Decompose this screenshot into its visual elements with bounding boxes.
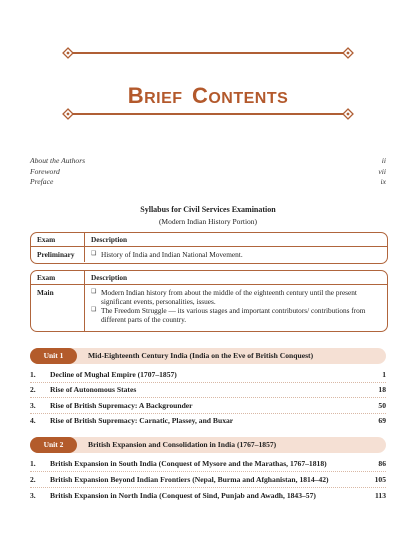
front-matter-list	[30, 156, 386, 188]
column-header-exam: Exam	[31, 233, 85, 246]
unit-title: Mid-Eighteenth Century India (India on the Eve of British Conquest)	[88, 351, 314, 360]
ornament-flourish-icon	[62, 108, 74, 120]
chapter-entry[interactable]: 2. British Expansion Beyond Indian Frontiers (Nepal, Burma and Afghanistan, 1814–42) 105	[30, 475, 386, 484]
chapter-entry[interactable]: 1. Decline of Mughal Empire (1707–1857) 1	[30, 370, 386, 379]
unit-header	[30, 437, 386, 453]
chapter-entry[interactable]: 3. Rise of British Supremacy: A Backgrounder 50	[30, 401, 386, 410]
exam-name: Main	[31, 285, 85, 331]
chapter-entry[interactable]: 2. Rise of Autonomous States 18	[30, 385, 386, 394]
description-item: History of India and Indian National Movement.	[101, 250, 243, 259]
exam-name: Preliminary	[31, 247, 85, 262]
chapter-entry[interactable]: 1. British Expansion in South India (Conquest of Mysore and the Marathas, 1767–1818) 86	[30, 459, 386, 468]
main-table	[30, 270, 388, 332]
unit-header	[30, 348, 386, 364]
unit-tag: Unit 1	[30, 348, 77, 364]
ornament-flourish-icon	[62, 47, 74, 59]
ornament-flourish-icon	[342, 108, 354, 120]
unit-title: British Expansion and Consolidation in India (1767–1857)	[88, 440, 277, 449]
front-matter-item[interactable]: About the Authors ii	[30, 156, 386, 165]
front-matter-item[interactable]: Foreword vii	[30, 166, 386, 176]
syllabus-subtitle: (Modern Indian History Portion)	[158, 217, 258, 226]
syllabus-title: Syllabus for Civil Services Examination	[140, 205, 276, 214]
ornament-flourish-icon	[342, 47, 354, 59]
bottom-ornament	[62, 108, 354, 120]
top-ornament	[62, 47, 354, 59]
bullet-icon: ❑	[91, 289, 97, 295]
bullet-icon: ❑	[91, 307, 97, 313]
divider	[30, 382, 386, 383]
column-header-description: Description	[91, 273, 128, 282]
chapter-entry[interactable]: 4. Rise of British Supremacy: Carnatic, Plassey, and Buxar 69	[30, 416, 386, 425]
description-item: Modern Indian history from about the middle of the eighteenth century until the present significant events, personalities, issues.	[101, 288, 357, 306]
bullet-icon: ❑	[91, 251, 97, 257]
column-header-exam: Exam	[31, 271, 85, 284]
page-title: BRIEF CONTENTS	[127, 83, 289, 108]
front-matter-item[interactable]: Preface ix	[30, 177, 386, 186]
prelim-table	[30, 232, 388, 264]
divider	[30, 487, 386, 488]
divider	[30, 413, 386, 414]
unit-tag: Unit 2	[30, 437, 77, 453]
column-header-description: Description	[91, 235, 128, 244]
description-item: The Freedom Struggle — its various stages and important contributors/ contributions from different parts of the country.	[101, 306, 366, 324]
divider	[30, 397, 386, 398]
chapter-entry[interactable]: 3. British Expansion in North India (Conquest of Sind, Punjab and Awadh, 1843–57) 113	[30, 491, 386, 500]
divider	[30, 471, 386, 472]
